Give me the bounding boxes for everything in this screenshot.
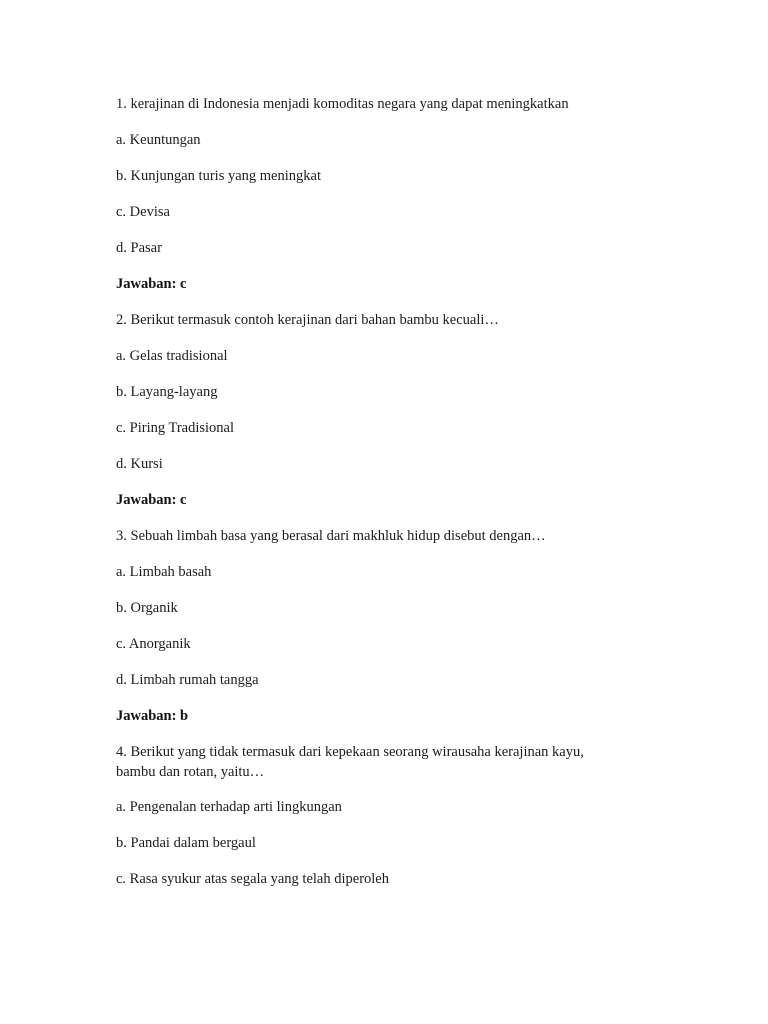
question-1-text: 1. kerajinan di Indonesia menjadi komoditas negara yang dapat meningkatkan <box>116 96 569 112</box>
question-3-option-c: c. Anorganik <box>116 636 191 652</box>
question-4-text-line-2: bambu dan rotan, yaitu… <box>116 764 265 780</box>
question-2-answer: Jawaban: c <box>116 492 187 508</box>
question-3-option-b: b. Organik <box>116 600 178 616</box>
question-2-option-a: a. Gelas tradisional <box>116 348 228 364</box>
question-1-option-b: b. Kunjungan turis yang meningkat <box>116 168 321 184</box>
question-4-option-a: a. Pengenalan terhadap arti lingkungan <box>116 799 342 815</box>
question-2-option-b: b. Layang-layang <box>116 384 218 400</box>
question-1-answer: Jawaban: c <box>116 276 187 292</box>
question-3-option-a: a. Limbah basah <box>116 564 212 580</box>
question-3-option-d: d. Limbah rumah tangga <box>116 672 259 688</box>
question-1-option-c: c. Devisa <box>116 204 170 220</box>
question-2-text: 2. Berikut termasuk contoh kerajinan dari bahan bambu kecuali… <box>116 312 499 328</box>
question-1-option-d: d. Pasar <box>116 240 162 256</box>
question-3-text: 3. Sebuah limbah basa yang berasal dari makhluk hidup disebut dengan… <box>116 528 546 544</box>
question-1-option-a: a. Keuntungan <box>116 132 201 148</box>
question-2-option-d: d. Kursi <box>116 456 163 472</box>
question-4-option-b: b. Pandai dalam bergaul <box>116 835 256 851</box>
question-4-option-c: c. Rasa syukur atas segala yang telah diperoleh <box>116 871 389 887</box>
question-4-text-line-1: 4. Berikut yang tidak termasuk dari kepekaan seorang wirausaha kerajinan kayu, <box>116 744 584 760</box>
question-2-option-c: c. Piring Tradisional <box>116 420 235 436</box>
question-3-answer: Jawaban: b <box>116 708 189 724</box>
